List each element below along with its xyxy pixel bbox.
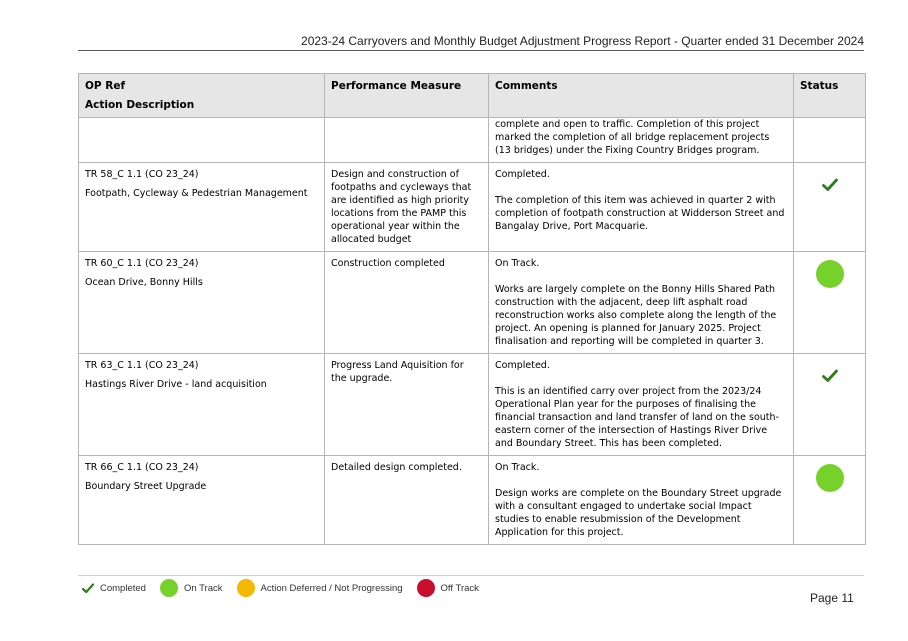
performance-measure-text: Design and construction of footpaths and cycleways that are identified as high priority locations from the PAMP this operational year within the allocated budget (331, 169, 472, 245)
table-row (79, 252, 866, 354)
comments-cell (489, 354, 794, 456)
action-description: Ocean Drive, Bonny Hills (85, 277, 203, 288)
continued-comment-text: complete and open to traffic. Completion of this project marked the completion of all bridge replacement projects (13 bridges) under the Fixing Country Bridges program. (495, 119, 770, 156)
op-ref-code: TR 63_C 1.1 (CO 23_24) (85, 360, 199, 371)
comment-status-text: Completed. (495, 169, 550, 180)
performance-measure-text: Progress Land Aquisition for the upgrade. (331, 360, 464, 384)
performance-measure-text: Detailed design completed. (331, 462, 462, 473)
comments-cell (489, 252, 794, 354)
action-description: Footpath, Cycleway & Pedestrian Management (85, 188, 308, 199)
legend-item-on-track (160, 579, 223, 597)
column-header-op-ref (79, 74, 325, 118)
comment-status-text: Completed. (495, 360, 550, 371)
ref-cell (79, 456, 325, 545)
check-icon (822, 178, 838, 192)
status-cell (794, 163, 866, 252)
comment-detail-text: Works are largely complete on the Bonny Hills Shared Path construction with the adjacent, deep lift asphalt road reconstruction works also complete along the length of the project. An opening is planned for January 2025. Project finalisation and reporting will be completed in quarter 3. (495, 284, 777, 347)
op-ref-code: TR 58_C 1.1 (CO 23_24) (85, 169, 199, 180)
continued-comments-cell (489, 118, 794, 163)
table-row (79, 456, 866, 545)
ref-cell (79, 252, 325, 354)
status-cell (794, 252, 866, 354)
action-description: Boundary Street Upgrade (85, 481, 207, 492)
legend-item-deferred (237, 579, 403, 597)
table-row (79, 354, 866, 456)
legend-label-on-track: On Track (183, 582, 223, 594)
ref-cell (79, 163, 325, 252)
measure-cell (325, 456, 489, 545)
status-cell (794, 354, 866, 456)
deferred-dot-icon (237, 579, 255, 597)
continued-status-cell (794, 118, 866, 163)
comment-detail-text: This is an identified carry over project from the 2023/24 Operational Plan year for the purposes of finalising the financial transaction and land transfer of land on the south-eastern corner of the intersection of Hastings River Drive and Boundary Street. This has been completed. (495, 386, 779, 449)
op-ref-header-label: OP Ref (85, 80, 126, 92)
column-header-performance-measure: Performance Measure (325, 74, 489, 118)
action-description: Hastings River Drive - land acquisition (85, 379, 267, 390)
header-divider (78, 50, 864, 51)
column-header-comments: Comments (489, 74, 794, 118)
comment-detail-text: The completion of this item was achieved in quarter 2 with completion of footpath construction at Widderson Street and Bangalay Drive, Port Macquarie. (495, 195, 785, 232)
check-icon (82, 583, 94, 594)
table-row (79, 163, 866, 252)
on-track-dot-icon (160, 579, 178, 597)
op-ref-code: TR 60_C 1.1 (CO 23_24) (85, 258, 199, 269)
action-description-header-label: Action Description (85, 99, 195, 111)
op-ref-code: TR 66_C 1.1 (CO 23_24) (85, 462, 199, 473)
comments-cell (489, 163, 794, 252)
status-cell (794, 456, 866, 545)
comments-cell (489, 456, 794, 545)
on-track-dot-icon (816, 464, 844, 492)
comment-status-text: On Track. (495, 462, 540, 473)
legend-label-off-track: Off Track (440, 582, 479, 594)
comment-detail-text: Design works are complete on the Boundary Street upgrade with a consultant engaged to undertake social Impact studies to enable resubmission of the Development Application for this project. (495, 488, 782, 538)
column-header-status: Status (794, 74, 866, 118)
performance-measure-text: Construction completed (331, 258, 445, 269)
table-row-continued (79, 118, 866, 163)
status-legend (78, 575, 864, 602)
page-number: Page 11 (810, 591, 854, 605)
measure-cell (325, 354, 489, 456)
continued-ref-cell (79, 118, 325, 163)
legend-label-deferred: Action Deferred / Not Progressing (260, 582, 403, 594)
off-track-dot-icon (417, 579, 435, 597)
legend-item-completed (82, 583, 146, 594)
measure-cell (325, 252, 489, 354)
check-icon (822, 369, 838, 383)
comment-status-text: On Track. (495, 258, 540, 269)
progress-table (78, 73, 866, 545)
report-header-title: 2023-24 Carryovers and Monthly Budget Adjustment Progress Report - Quarter ended 31 December 2024 (301, 34, 864, 48)
legend-item-off-track (417, 579, 479, 597)
ref-cell (79, 354, 325, 456)
continued-measure-cell (325, 118, 489, 163)
measure-cell (325, 163, 489, 252)
legend-label-completed: Completed (100, 582, 146, 594)
on-track-dot-icon (816, 260, 844, 288)
table-header-row (79, 74, 866, 118)
